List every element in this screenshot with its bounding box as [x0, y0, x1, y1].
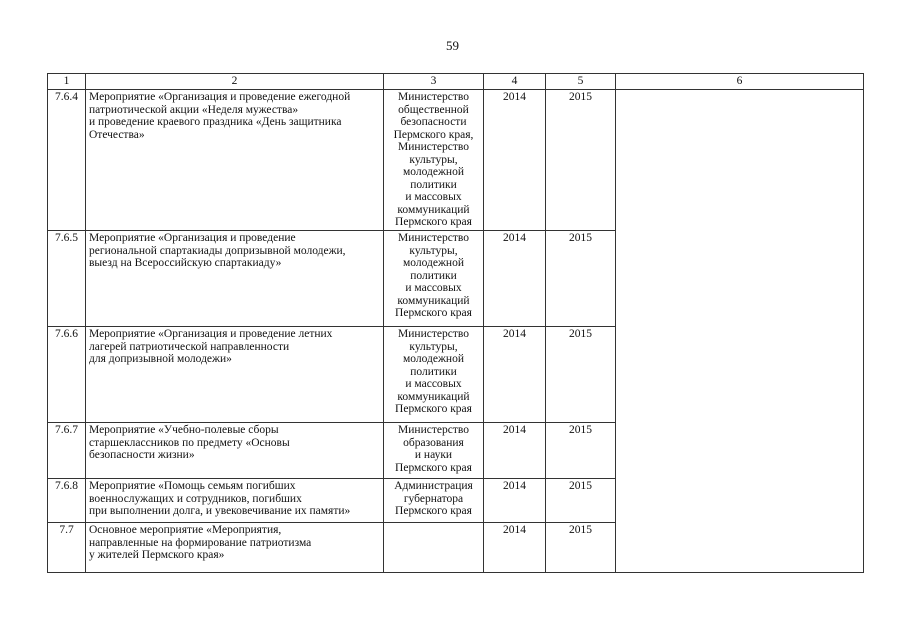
executor-line: Пермского края: [395, 307, 472, 319]
executor-line: Министерство: [398, 91, 469, 103]
start-year: 2014: [484, 523, 546, 573]
end-year: 2015: [546, 523, 616, 573]
end-year: 2015: [546, 327, 616, 423]
activity-name-line: Отечества»: [89, 128, 145, 141]
table-header-row: [48, 74, 864, 90]
executor: [384, 479, 484, 523]
activity-name-line: Основное мероприятие «Мероприятия,: [89, 524, 282, 536]
document-table: [47, 73, 864, 573]
activity-name: [86, 90, 384, 231]
activity-name: [86, 231, 384, 327]
activity-name-line: направленные на формирование патриотизма: [89, 536, 312, 549]
executor-line: молодежной: [403, 166, 464, 178]
activity-name-line: для допризывной молодежи»: [89, 353, 232, 365]
activity-name-line: лагерей патриотической направленности: [89, 340, 290, 353]
activity-name-line: выезд на Всероссийскую спартакиаду»: [89, 257, 282, 269]
executor-line: молодежной: [403, 353, 464, 365]
row-number: 7.7: [48, 523, 86, 573]
activity-name: [86, 479, 384, 523]
header-col-6: 6: [616, 74, 864, 90]
executor-line: коммуникаций: [397, 203, 470, 216]
activity-name-line: при выполнении долга, и увековечивание их памяти»: [89, 505, 351, 517]
activity-name-line: Мероприятие «Организация и проведение ежегодной: [89, 91, 351, 103]
executor-line: и массовых: [405, 282, 462, 294]
executor-line: культуры,: [409, 153, 458, 166]
executor-line: Пермского края: [395, 505, 472, 517]
row-number: 7.6.8: [48, 479, 86, 523]
activity-name-line: Мероприятие «Учебно-полевые сборы: [89, 424, 279, 436]
header-col-1: 1: [48, 74, 86, 90]
header-col-4: 4: [484, 74, 546, 90]
row-number: 7.6.6: [48, 327, 86, 423]
header-col-5: 5: [546, 74, 616, 90]
start-year: 2014: [484, 90, 546, 231]
activity-name-line: Мероприятие «Организация и проведение летних: [89, 328, 333, 340]
row-number: 7.6.7: [48, 423, 86, 479]
executor-line: политики: [410, 365, 457, 378]
executor: [384, 90, 484, 231]
executor-line: губернатора: [403, 492, 464, 505]
executor-line: общественной: [398, 103, 469, 116]
start-year: 2014: [484, 479, 546, 523]
activity-name-line: патриотической акции «Неделя мужества»: [89, 103, 299, 116]
activity-name-line: и проведение краевого праздника «День защитника: [89, 116, 342, 128]
end-year: 2015: [546, 90, 616, 231]
executor: [384, 523, 484, 573]
executor-line: Министерство: [398, 424, 469, 436]
executor-line: культуры,: [409, 340, 458, 353]
executor-line: и массовых: [405, 191, 462, 203]
executor-line: Министерство: [398, 141, 469, 153]
start-year: 2014: [484, 423, 546, 479]
executor-line: образования: [403, 436, 464, 449]
activity-name-line: Мероприятие «Организация и проведение: [89, 232, 296, 244]
executor-line: и науки: [414, 449, 453, 461]
end-year: 2015: [546, 231, 616, 327]
executor-line: Пермского края: [395, 403, 472, 415]
activity-name: [86, 423, 384, 479]
executor-line: Пермского края,: [393, 128, 474, 141]
start-year: 2014: [484, 231, 546, 327]
executor-line: Пермского края: [395, 461, 472, 474]
executor: [384, 423, 484, 479]
column-6-empty: [616, 90, 864, 573]
executor-line: коммуникаций: [397, 390, 470, 403]
end-year: 2015: [546, 479, 616, 523]
executor-line: молодежной: [403, 257, 464, 269]
activity-name: [86, 523, 384, 573]
start-year: 2014: [484, 327, 546, 423]
executor-line: Пермского края: [395, 216, 472, 228]
header-col-2: 2: [86, 74, 384, 90]
activity-name-line: безопасности жизни»: [89, 449, 195, 461]
activity-name-line: у жителей Пермского края»: [89, 549, 225, 561]
table-row: [48, 90, 864, 231]
table-body: [48, 90, 864, 573]
executor: [384, 327, 484, 423]
activity-name-line: Мероприятие «Помощь семьям погибших: [89, 480, 296, 492]
activity-name-line: военнослужащих и сотрудников, погибших: [89, 492, 302, 505]
executor-line: Министерство: [398, 328, 469, 340]
end-year: 2015: [546, 423, 616, 479]
executor-line: Администрация: [394, 480, 473, 492]
executor-line: культуры,: [409, 244, 458, 257]
activity-name: [86, 327, 384, 423]
activity-name-line: региональной спартакиады допризывной молодежи,: [89, 244, 346, 257]
row-number: 7.6.4: [48, 90, 86, 231]
executor-line: безопасности: [400, 116, 467, 128]
executor-line: политики: [410, 269, 457, 282]
row-number: 7.6.5: [48, 231, 86, 327]
executor-line: Министерство: [398, 232, 469, 244]
activity-name-line: старшеклассников по предмету «Основы: [89, 436, 290, 449]
page-number: 59: [446, 38, 459, 53]
header-col-3: 3: [384, 74, 484, 90]
executor: [384, 231, 484, 327]
executor-line: коммуникаций: [397, 294, 470, 307]
executor-line: политики: [410, 178, 457, 191]
executor-line: и массовых: [405, 378, 462, 390]
